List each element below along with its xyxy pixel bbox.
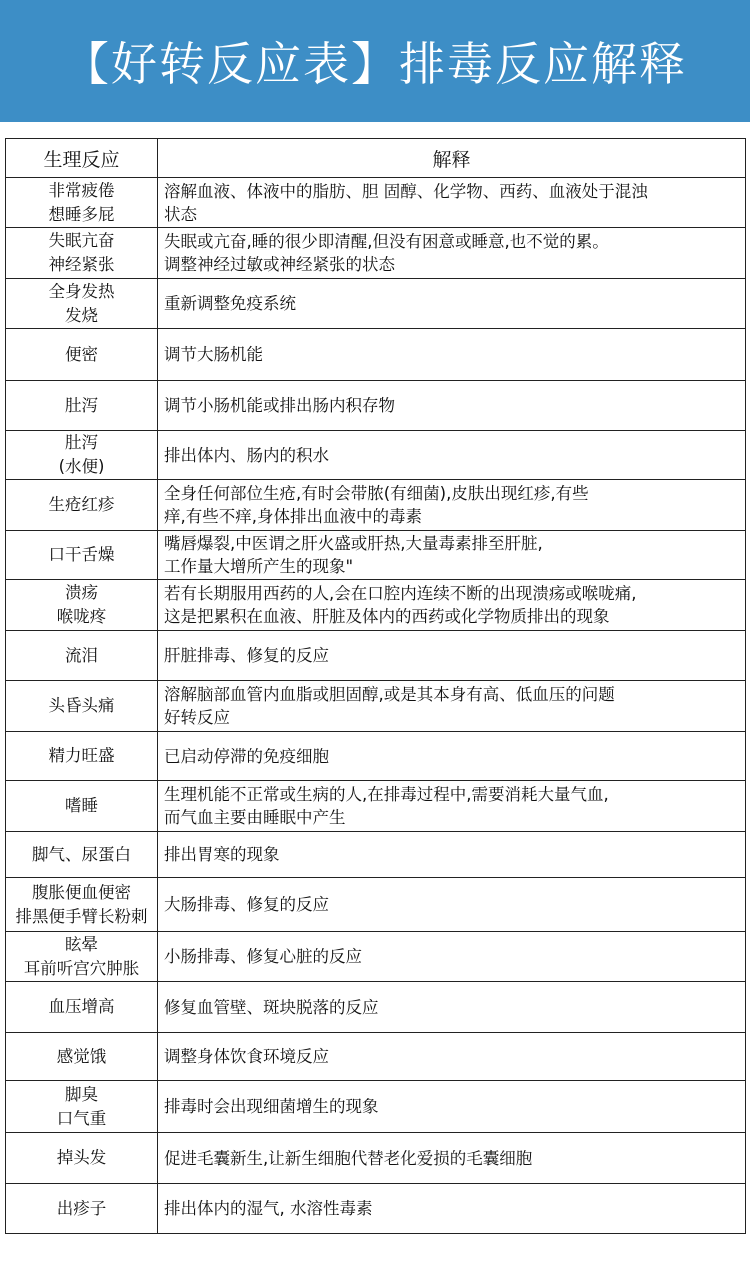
table-row xyxy=(6,178,746,228)
reaction-cell: 失眠亢奋 神经紧张 xyxy=(6,228,158,279)
reaction-cell: 头昏头痛 xyxy=(6,681,158,732)
explanation-cell: 失眠或亢奋,睡的很少即清醒,但没有困意或睡意,也不觉的累。 调整神经过敏或神经紧张的状态 xyxy=(158,228,746,279)
reaction-cell: 流泪 xyxy=(6,631,158,681)
reaction-cell: 感觉饿 xyxy=(6,1033,158,1081)
reaction-cell: 腹胀便血便密 排黑便手臂长粉刺 xyxy=(6,878,158,932)
explanation-cell: 溶解脑部血管内血脂或胆固醇,或是其本身有高、低血压的问题 好转反应 xyxy=(158,681,746,732)
table-row xyxy=(6,982,746,1033)
reaction-cell: 非常疲倦 想睡多屁 xyxy=(6,178,158,228)
table-row xyxy=(6,1081,746,1133)
table-row xyxy=(6,580,746,631)
reaction-cell: 脚气、尿蛋白 xyxy=(6,832,158,878)
explanation-cell: 调整身体饮食环境反应 xyxy=(158,1033,746,1081)
explanation-cell: 肝脏排毒、修复的反应 xyxy=(158,631,746,681)
explanation-cell: 调节小肠机能或排出肠内积存物 xyxy=(158,381,746,431)
table-row xyxy=(6,1184,746,1234)
explanation-cell: 排出体内的湿气, 水溶性毒素 xyxy=(158,1184,746,1234)
reaction-cell: 生疮红疹 xyxy=(6,480,158,531)
explanation-cell: 排毒时会出现细菌增生的现象 xyxy=(158,1081,746,1133)
reaction-cell: 肚泻 xyxy=(6,381,158,431)
table-row xyxy=(6,279,746,329)
table-row xyxy=(6,381,746,431)
reaction-cell: 溃疡 喉咙疼 xyxy=(6,580,158,631)
reaction-cell: 肚泻 (水便) xyxy=(6,431,158,480)
explanation-cell: 调节大肠机能 xyxy=(158,329,746,381)
table-row xyxy=(6,832,746,878)
reaction-cell: 精力旺盛 xyxy=(6,732,158,781)
table-row xyxy=(6,1133,746,1184)
column-header-explanation: 解释 xyxy=(158,139,746,178)
table-row xyxy=(6,329,746,381)
table-row xyxy=(6,878,746,932)
table-row xyxy=(6,732,746,781)
column-header-reaction: 生理反应 xyxy=(6,139,158,178)
explanation-cell: 已启动停滞的免疫细胞 xyxy=(158,732,746,781)
explanation-cell: 重新调整免疫系统 xyxy=(158,279,746,329)
reaction-cell: 掉头发 xyxy=(6,1133,158,1184)
page-title: 【好转反应表】排毒反应解释 xyxy=(63,37,687,91)
explanation-cell: 促进毛囊新生,让新生细胞代替老化爱损的毛囊细胞 xyxy=(158,1133,746,1184)
reaction-table xyxy=(5,138,746,1234)
table-row xyxy=(6,681,746,732)
reaction-cell: 全身发热 发烧 xyxy=(6,279,158,329)
table-row xyxy=(6,1033,746,1081)
explanation-cell: 嘴唇爆裂,中医谓之肝火盛或肝热,大量毒素排至肝脏, 工作量大增所产生的现象" xyxy=(158,531,746,580)
explanation-cell: 若有长期服用西药的人,会在口腔内连续不断的出现溃疡或喉咙痛, 这是把累积在血液、肝脏及体内的西药或化学物质排出的现象 xyxy=(158,580,746,631)
reaction-cell: 出疹子 xyxy=(6,1184,158,1234)
explanation-cell: 全身任何部位生疮,有时会带脓(有细菌),皮肤出现红疹,有些 痒,有些不痒,身体排出血液中的毒素 xyxy=(158,480,746,531)
table-row xyxy=(6,932,746,982)
reaction-cell: 血压增高 xyxy=(6,982,158,1033)
explanation-cell: 排出体内、肠内的积水 xyxy=(158,431,746,480)
table-row xyxy=(6,631,746,681)
reaction-cell: 嗜睡 xyxy=(6,781,158,832)
table-row xyxy=(6,781,746,832)
explanation-cell: 修复血管壁、斑块脱落的反应 xyxy=(158,982,746,1033)
table-row xyxy=(6,480,746,531)
reaction-cell: 眩晕 耳前听宫穴肿胀 xyxy=(6,932,158,982)
table-header-row xyxy=(6,139,746,178)
explanation-cell: 溶解血液、体液中的脂肪、胆 固醇、化学物、西药、血液处于混浊 状态 xyxy=(158,178,746,228)
reaction-cell: 便密 xyxy=(6,329,158,381)
reaction-cell: 脚臭 口气重 xyxy=(6,1081,158,1133)
explanation-cell: 生理机能不正常或生病的人,在排毒过程中,需要消耗大量气血, 而气血主要由睡眠中产生 xyxy=(158,781,746,832)
explanation-cell: 大肠排毒、修复的反应 xyxy=(158,878,746,932)
reaction-cell: 口干舌燥 xyxy=(6,531,158,580)
explanation-cell: 小肠排毒、修复心脏的反应 xyxy=(158,932,746,982)
table-row xyxy=(6,431,746,480)
explanation-cell: 排出胃寒的现象 xyxy=(158,832,746,878)
table-row xyxy=(6,228,746,279)
table-row xyxy=(6,531,746,580)
